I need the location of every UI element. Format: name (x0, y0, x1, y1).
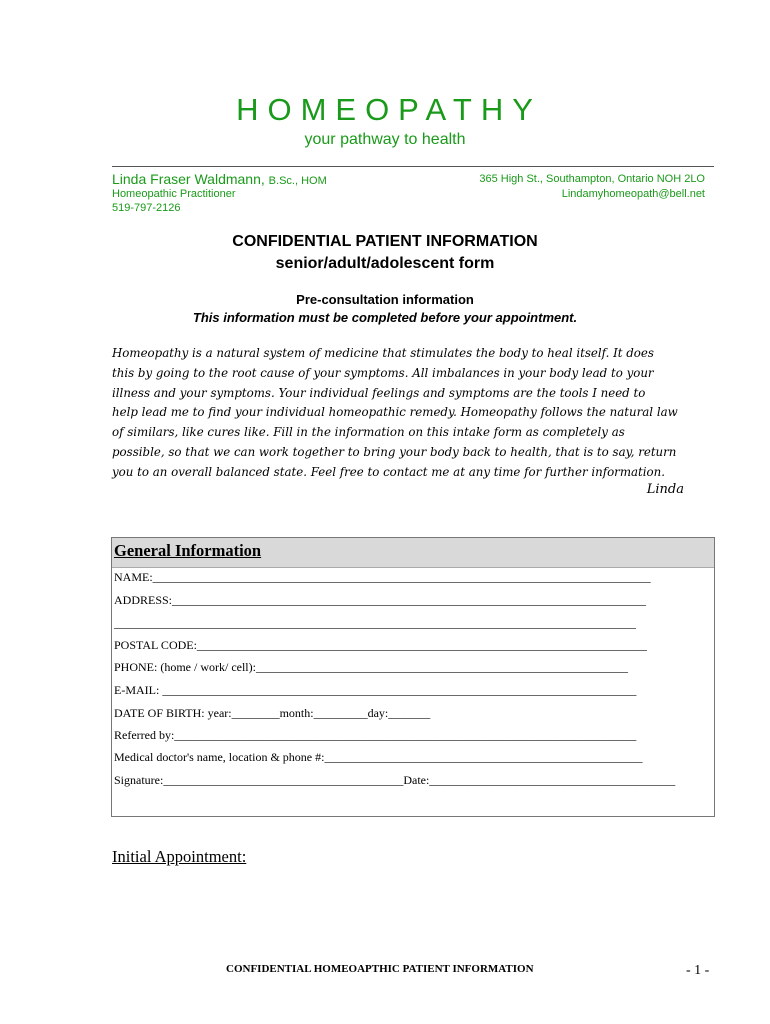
intro-line: Homeopathy is a natural system of medicine that stimulates the body to heal itself. It does (112, 346, 654, 360)
postal-code-field[interactable]: POSTAL CODE:___________________________________________________________________________ (114, 638, 647, 652)
practitioner-name-text: Linda Fraser Waldmann, (112, 171, 265, 187)
medical-doctor-field[interactable]: Medical doctor's name, location & phone #:_____________________________________________________ (114, 750, 643, 764)
intro-line: possible, so that we can work together to bring your body back to health, that is to say, return (112, 444, 677, 459)
date-of-birth-field[interactable]: DATE OF BIRTH: year:________month:_________day:_______ (114, 706, 431, 720)
signature-date-field[interactable]: Signature:________________________________________Date:_________________________________________ (114, 773, 676, 787)
general-information-header (112, 538, 714, 568)
brand-tagline: your pathway to health (304, 131, 466, 148)
initial-appointment-heading: Initial Appointment: (112, 847, 247, 866)
intro-line: help lead me to find your individual homeopathic remedy. Homeopathy follows the natural law (112, 405, 678, 420)
practitioner-name (112, 171, 327, 187)
pre-consultation-title: Pre-consultation information (296, 292, 474, 307)
intro-line: illness and your symptoms. Your individual feelings and symptoms are the tools I need to (112, 385, 646, 400)
brand-title: HOMEOPATHY (236, 92, 542, 127)
signoff-signature: Linda (646, 482, 684, 497)
form-subtitle: senior/adult/adolescent form (275, 255, 495, 272)
practitioner-role: Homeopathic Practitioner (112, 188, 236, 200)
page-number: - 1 - (686, 963, 710, 978)
header-divider (112, 166, 714, 167)
practitioner-credentials: B.Sc., HOM (268, 175, 327, 187)
practitioner-phone: 519-797-2126 (112, 202, 181, 214)
practice-email: Lindamyhomeopath@bell.net (561, 188, 705, 200)
email-field[interactable]: E-MAIL: _______________________________________________________________________________ (114, 683, 637, 697)
practice-address: 365 High St., Southampton, Ontario NOH 2LO (479, 173, 705, 185)
pre-consultation-note: This information must be completed before your appointment. (192, 310, 578, 325)
intro-paragraph (112, 344, 717, 483)
phone-field[interactable]: PHONE: (home / work/ cell):______________________________________________________________ (114, 660, 628, 674)
footer-title: CONFIDENTIAL HOMEOAPTHIC PATIENT INFORMATION (226, 963, 534, 975)
general-information-heading: General Information (114, 541, 262, 560)
referred-by-field[interactable]: Referred by:_____________________________________________________________________________ (114, 728, 637, 742)
address-line-2-field[interactable]: _______________________________________________________________________________________ (114, 616, 636, 630)
form-title: CONFIDENTIAL PATIENT INFORMATION (232, 233, 538, 250)
name-field[interactable]: NAME:___________________________________________________________________________________ (114, 570, 651, 584)
intro-line: you to an overall balanced state. Feel free to contact me at any time for further information. (112, 464, 665, 479)
address-field[interactable]: ADDRESS:_______________________________________________________________________________ (114, 593, 647, 607)
intro-line: of similars, like cures like. Fill in the information on this intake form as completely as (112, 425, 625, 440)
general-information-section (111, 537, 715, 817)
intro-line: this by going to the root cause of your symptoms. All imbalances in your body lead to your (112, 365, 654, 380)
